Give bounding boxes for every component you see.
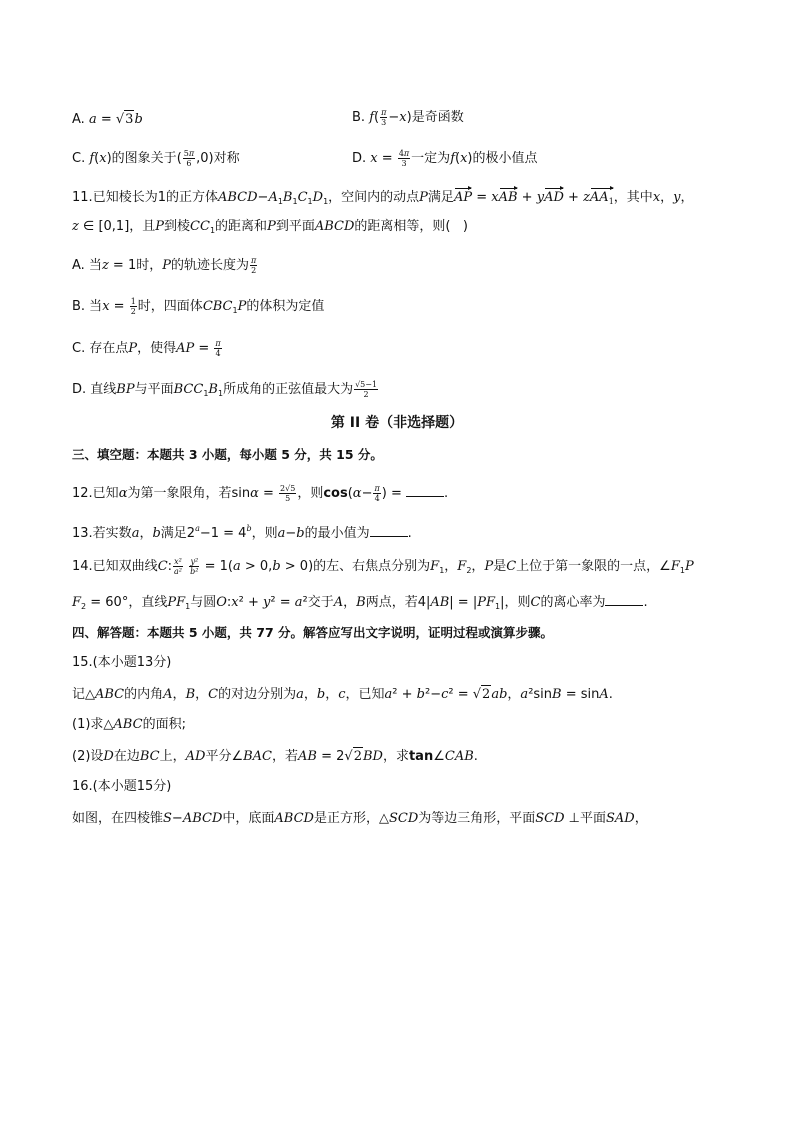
q10-option-c: C. f(x)的图象关于( $\frac{5\pi}{6}$ ,0)对称 bbox=[72, 149, 240, 168]
q11-stem-line1: 11.已知棱长为1的正方体$ABCD-A_1B_1C_1D_1$，空间内的动点P满足AP = xAB + yAD + zAA$_1$，其中x，y， bbox=[72, 187, 694, 211]
section4-header: 四、解答题：本题共 5 小题，共 77 分。解答应写出文字说明，证明过程或演算步骤。 bbox=[72, 625, 554, 640]
q10-option-d: D. x = $\frac{4\pi}{3}$ 一定为f(x)的极小值点 bbox=[352, 149, 538, 168]
section3-header: 三、填空题：本题共 3 小题，每小题 5 分，共 15 分。 bbox=[72, 447, 383, 462]
q11-option-d: D. 直线BP与平面$BCC_1B_1$所成角的正弦值最大为 $\frac{√5-1}{2}$ bbox=[72, 380, 378, 399]
q14-line1: 14.已知双曲线C: $\frac{\text{x²}}{\text{a²}}$ $\frac{\text{y²}}{\text{b²}}$ = 1(a > 0,b > 0)的左、右焦点分别为$F_1$，$F_2$，P是C上位于第一象限的一点，$\angle F_1P$ bbox=[72, 557, 694, 576]
q15-stem: 记△ABC的内角A，B，C的对边分别为a，b，c，已知a² + b²−c² = √2ab，a²sinB = sinA. bbox=[72, 687, 613, 702]
section2-title: 第 II 卷（非选择题） bbox=[330, 415, 464, 431]
q16-header: 16.(本小题15分) bbox=[72, 779, 172, 794]
q11-stem-line2: z ∈ [0,1]，且P到棱$CC_1$的距离和P到平面ABCD的距离相等，则( ) bbox=[72, 219, 468, 235]
q15-part2: (2)设D在边BC上，AD平分∠BAC，若AB = 2√2BD，求tan∠CAB. bbox=[72, 749, 478, 764]
q10-option-b: B. f( $\frac{\pi}{3}$ −x)是奇函数 bbox=[352, 108, 464, 127]
q14-line2: $F_2 = 60^\circ$，直线$PF_1$与圆O:x² + y² = a²交于A，B两点，若$4|AB| = |PF_1|$，则C的离心率为 . bbox=[72, 595, 648, 611]
q10-option-a: A. a = √3b bbox=[72, 112, 143, 127]
q15-part1: (1)求△ABC的面积; bbox=[72, 717, 186, 732]
q11-option-a: A. 当z = 1时，P的轨迹长度为 $\frac{\pi}{2}$ bbox=[72, 256, 257, 275]
q15-header: 15.(本小题13分) bbox=[72, 655, 172, 670]
q13: 13.若实数a，b满足$2^a-1 = 4^b$，则a−b的最小值为 . bbox=[72, 524, 412, 541]
q11-option-b: B. 当x = $\frac{1}{2}$ 时，四面体$CBC_1P$的体积为定值 bbox=[72, 297, 325, 316]
q11-option-c: C. 存在点P，使得AP = $\frac{\pi}{4}$ bbox=[72, 339, 221, 358]
q12: 12.已知α为第一象限角，若sinα = $\frac{2√5}{5}$ ，则cos(α− $\frac{\pi}{4}$ ) = . bbox=[72, 484, 449, 503]
q16-stem: 如图，在四棱锥S−ABCD中，底面ABCD是正方形，△SCD为等边三角形，平面SCD ⊥平面SAD， bbox=[72, 811, 648, 826]
